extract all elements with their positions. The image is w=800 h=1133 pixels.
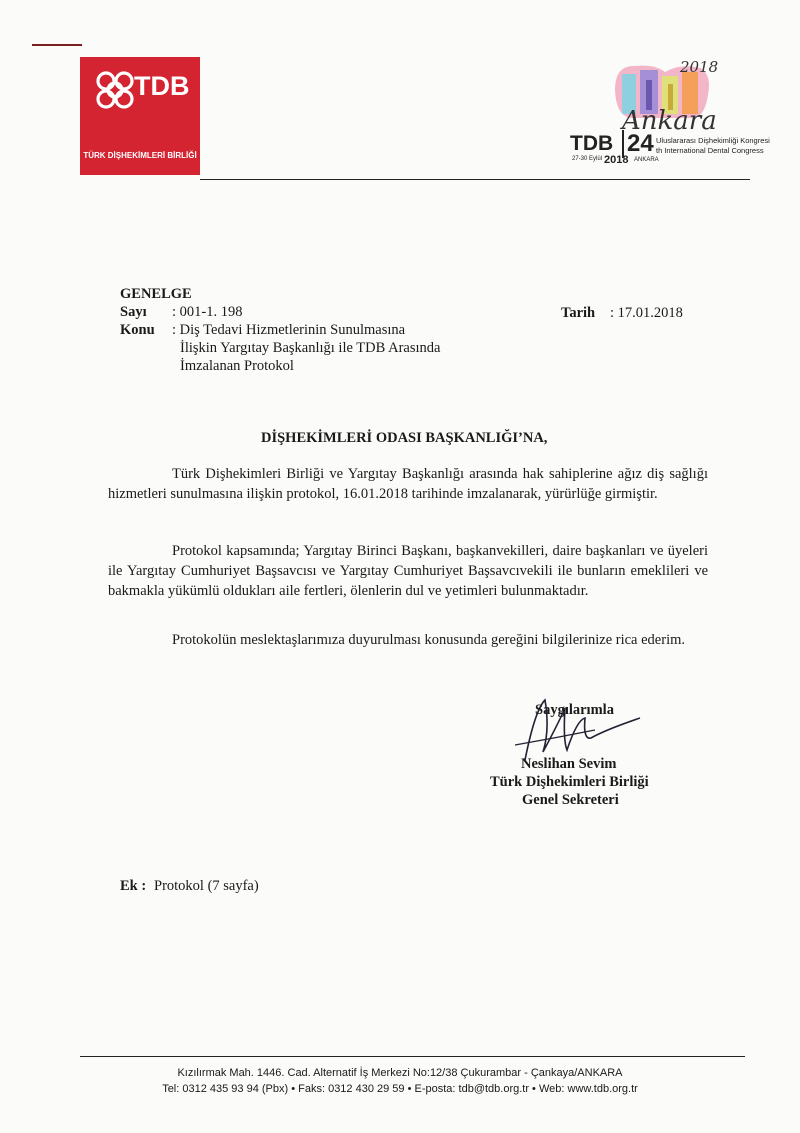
sayi-value: : 001-1. 198 (172, 304, 243, 320)
tarih-value: : 17.01.2018 (610, 305, 683, 321)
tdb-emblem-icon (92, 67, 138, 113)
ek-value: Protokol (7 sayfa) (154, 878, 259, 894)
congress-line-tr: Uluslararası Dişhekimliği Kongresi (656, 136, 770, 145)
paragraph-2: Protokol kapsamında; Yargıtay Birinci Başkanı, başkanvekilleri, daire başkanları ve üyeleri ile Yargıtay Cumhuriyet Başsavcısı ve Yargıtay Cumhuriyet Başsavcıvekili ile bunların emeklileri ve bakmakla yükümlü oldukları aile fertleri, ölenlerin dul ve yetimleri bulunmaktadır. (108, 543, 708, 599)
tdb-logo (80, 57, 200, 175)
closing: Saygılarımla (535, 702, 614, 718)
addressee: DİŞHEKİMLERİ ODASI BAŞKANLIĞI’NA, (261, 430, 548, 446)
footer-contact: Tel: 0312 435 93 94 (Pbx) • Faks: 0312 430 29 59 • E-posta: tdb@tdb.org.tr • Web: www.tdb.org.tr (162, 1083, 638, 1095)
konu-label: Konu (120, 322, 155, 338)
edge-mark (32, 44, 82, 46)
congress-dates: 27-30 Eylül (572, 156, 603, 162)
tarih-label: Tarih (561, 305, 596, 321)
logo-subtitle: TÜRK DİŞHEKİMLERİ BİRLİĞİ (83, 151, 197, 160)
signer-name: Neslihan Sevim (521, 756, 617, 772)
congress-number: 24 (622, 130, 654, 158)
congress-year-script: 2018 (680, 58, 719, 76)
konu-line-3: İmzalanan Protokol (180, 358, 294, 374)
header-rule (200, 179, 750, 180)
sayi-label: Sayı (120, 304, 147, 320)
signer-organization: Türk Dişhekimleri Birliği (490, 774, 649, 790)
congress-logo (570, 58, 770, 175)
konu-line-2: İlişkin Yargıtay Başkanlığı ile TDB Arasında (180, 340, 441, 356)
footer-address: Kızılırmak Mah. 1446. Cad. Alternatif İş Merkezi No:12/38 Çukurambar - Çankaya/ANKARA (177, 1067, 623, 1079)
logo-text: TDB (134, 71, 190, 101)
footer-rule (80, 1056, 745, 1057)
congress-city: ANKARA (634, 157, 659, 163)
congress-tdb: TDB (570, 132, 614, 155)
document-type: GENELGE (120, 286, 192, 302)
congress-line-en: th International Dental Congress (656, 146, 764, 155)
paragraph-1: Türk Dişhekimleri Birliği ve Yargıtay Başkanlığı arasında hak sahiplerine ağız diş sağlığı hizmetleri sunulmasına ilişkin protokol, 16.01.2018 tarihinde imzalanarak, yürürlüğe girmiştir. (108, 466, 708, 502)
ek-label: Ek : (120, 878, 147, 894)
signer-title: Genel Sekreteri (522, 792, 619, 808)
congress-year: 2018 (604, 154, 629, 166)
congress-city-script: Ankara (622, 106, 717, 136)
konu-line-1: : Diş Tedavi Hizmetlerinin Sunulmasına (172, 322, 406, 338)
paragraph-3: Protokolün meslektaşlarımıza duyurulması konusunda gereğini bilgilerinize rica ederim. (172, 632, 686, 648)
